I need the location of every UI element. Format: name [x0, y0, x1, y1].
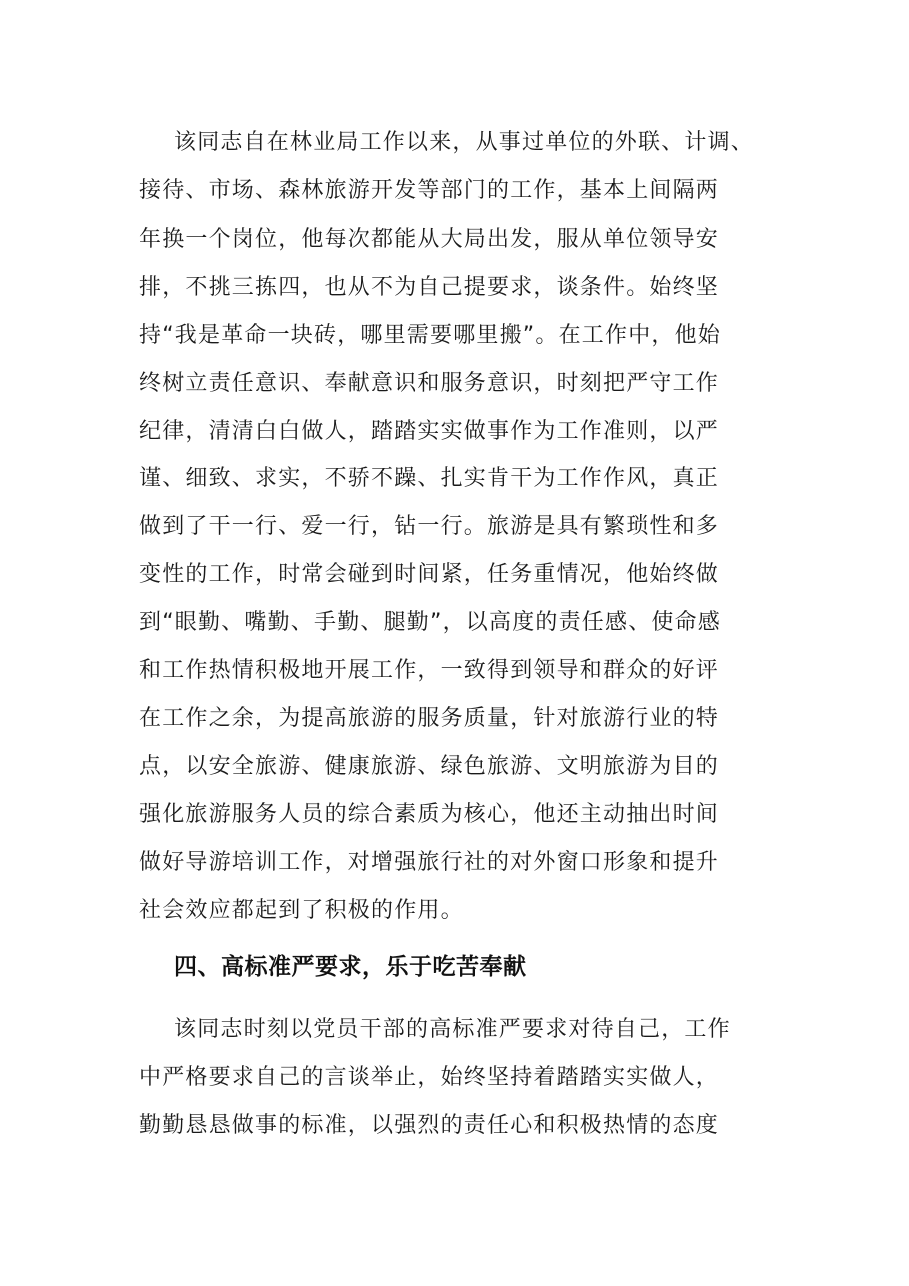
section-heading: 四、高标准严要求，乐于吃苦奉献 [174, 954, 527, 980]
paragraph-1-line-8: 谨、细致、求实，不骄不躁、扎实肯干为工作作风，真正 [139, 466, 720, 491]
paragraph-2-line-3: 勤勤恳恳做事的标准，以强烈的责任心和积极热情的态度 [139, 1113, 720, 1138]
paragraph-1-line-10: 变性的工作，时常会碰到时间紧，任务重情况，他始终做 [139, 562, 720, 587]
paragraph-1-line-9: 做到了干一行、爱一行，钻一行。旅游是具有繁琐性和多 [139, 514, 720, 539]
paragraph-1-line-1: 该同志自在林业局工作以来，从事过单位的外联、计调、 [174, 130, 755, 155]
paragraph-1-line-17: 社会效应都起到了积极的作用。 [139, 898, 464, 923]
paragraph-1-line-3: 年换一个岗位，他每次都能从大局出发，服从单位领导安 [139, 227, 720, 252]
paragraph-1-line-6: 终树立责任意识、奉献意识和服务意识，时刻把严守工作 [139, 371, 720, 396]
paragraph-1-line-2: 接待、市场、森林旅游开发等部门的工作，基本上间隔两 [139, 178, 720, 203]
paragraph-1-line-15: 强化旅游服务人员的综合素质为核心，他还主动抽出时间 [139, 802, 720, 827]
paragraph-2-line-1: 该同志时刻以党员干部的高标准严要求对待自己，工作 [174, 1017, 731, 1042]
paragraph-1-line-16: 做好导游培训工作，对增强旅行社的对外窗口形象和提升 [139, 850, 720, 875]
paragraph-1-line-14: 点，以安全旅游、健康旅游、绿色旅游、文明旅游为目的 [139, 754, 720, 779]
paragraph-1-line-7: 纪律，清清白白做人，踏踏实实做事作为工作准则，以严 [139, 419, 720, 444]
paragraph-1-line-5: 持“我是革命一块砖，哪里需要哪里搬”。在工作中，他始 [139, 323, 721, 348]
paragraph-1-line-13: 在工作之余，为提高旅游的服务质量，针对旅游行业的特 [139, 706, 720, 731]
paragraph-1-line-11: 到“眼勤、嘴勤、手勤、腿勤”，以高度的责任感、使命感 [139, 610, 721, 635]
paragraph-1-line-12: 和工作热情积极地开展工作，一致得到领导和群众的好评 [139, 658, 720, 683]
paragraph-2-line-2: 中严格要求自己的言谈举止，始终坚持着踏踏实实做人， [139, 1065, 720, 1090]
paragraph-1-line-4: 排，不挑三拣四，也从不为自己提要求，谈条件。始终坚 [139, 275, 720, 300]
